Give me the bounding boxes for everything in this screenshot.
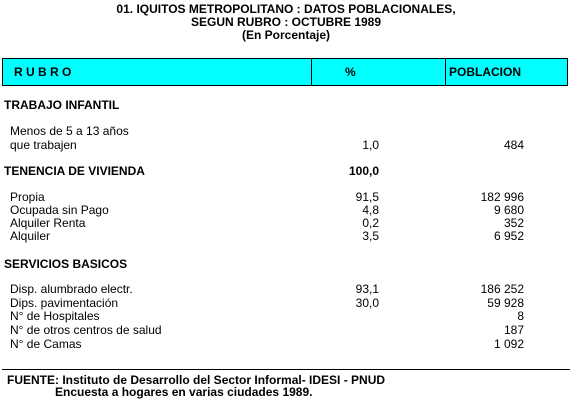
row-label: Ocupada sin Pago	[10, 203, 109, 217]
table-row	[10, 229, 530, 243]
row-percent: 1,0	[362, 138, 379, 152]
table-row	[10, 124, 530, 138]
row-poblacion: 186 252	[480, 282, 524, 296]
row-label: que trabajen	[10, 138, 77, 152]
row-label: Propia	[10, 190, 45, 204]
section-tenencia-vivienda: TENENCIA DE VIVIENDA	[4, 164, 145, 178]
row-poblacion: 6 952	[493, 229, 524, 243]
row-poblacion: 9 680	[493, 203, 524, 217]
section-servicios-basicos: SERVICIOS BASICOS	[4, 257, 128, 271]
header-divider-1	[311, 59, 312, 85]
row-poblacion: 352	[503, 216, 524, 230]
row-poblacion: 8	[517, 309, 524, 323]
title-line-1: 01. IQUITOS METROPOLITANO : DATOS POBLACIONALES,	[116, 2, 456, 16]
row-label: Menos de 5 a 13 años	[10, 124, 129, 138]
row-poblacion: 59 928	[487, 296, 524, 310]
row-percent: 91,5	[355, 190, 379, 204]
table-header	[2, 58, 568, 86]
table-row	[10, 190, 530, 204]
section-tenencia-percent: 100,0	[348, 164, 379, 178]
table-row	[10, 203, 530, 217]
row-label: Disp. alumbrado electr.	[10, 282, 133, 296]
footer-survey: Encuesta a hogares en varias ciudades 1989.	[55, 385, 313, 399]
header-divider-2	[445, 59, 446, 85]
header-percent: %	[345, 65, 356, 79]
table-row	[10, 282, 530, 296]
table-row	[10, 296, 530, 310]
row-poblacion: 1 092	[493, 337, 524, 351]
row-poblacion: 187	[503, 323, 524, 337]
table-row	[10, 138, 530, 152]
row-label: N° de Hospitales	[10, 309, 100, 323]
row-poblacion: 182 996	[480, 190, 524, 204]
row-label: N° de Camas	[10, 337, 82, 351]
table-row	[10, 216, 530, 230]
footer-divider	[2, 369, 570, 370]
row-poblacion: 484	[503, 138, 524, 152]
section-trabajo-infantil: TRABAJO INFANTIL	[4, 98, 120, 112]
row-percent: 3,5	[362, 229, 379, 243]
row-percent: 4,8	[362, 203, 379, 217]
footer-source: FUENTE: Instituto de Desarrollo del Sector Informal- IDESI - PNUD	[7, 373, 386, 387]
row-percent: 0,2	[362, 216, 379, 230]
table-row	[10, 337, 530, 351]
row-label: Dips. pavimentación	[10, 296, 119, 310]
table-row	[10, 309, 530, 323]
row-percent: 93,1	[355, 282, 379, 296]
row-label: N° de otros centros de salud	[10, 323, 162, 337]
row-label: Alquiler Renta	[10, 216, 86, 230]
row-percent: 30,0	[355, 296, 379, 310]
header-rubro: R U B R O	[14, 65, 72, 79]
header-poblacion: POBLACION	[449, 65, 521, 79]
title-line-3: (En Porcentaje)	[241, 28, 331, 42]
title-line-2: SEGUN RUBRO : OCTUBRE 1989	[190, 15, 382, 29]
row-label: Alquiler	[10, 229, 51, 243]
table-row	[10, 323, 530, 337]
